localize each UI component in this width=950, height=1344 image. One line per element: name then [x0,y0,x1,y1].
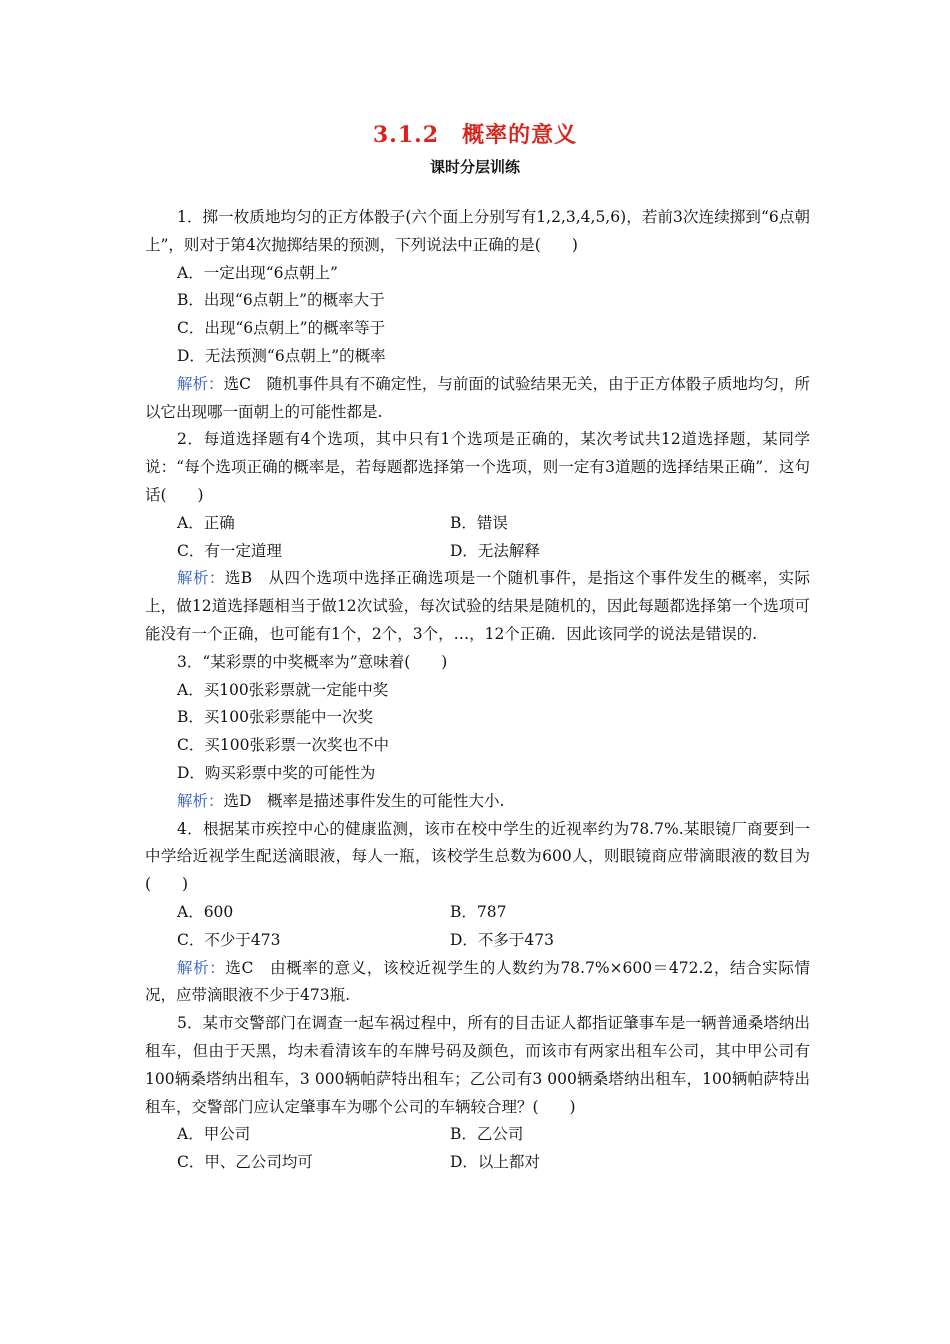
option-b: B．出现“6点朝上”的概率大于 [177,291,385,310]
page-subtitle: 课时分层训练 [429,158,520,176]
option-row [145,538,810,566]
option-a: A．甲公司 [177,1125,251,1144]
option-d: D．以上都对 [450,1153,540,1172]
option-row [145,1121,810,1149]
analysis-label: 解析： [177,569,225,588]
option-row [145,899,810,927]
question-4 [145,816,810,1011]
analysis-label: 解析： [177,374,224,393]
question-stem: 2．每道选择题有4个选项，其中只有1个选项是正确的，某次考试共12道选择题，某同学说：“每个选项正确的概率是，若每题都选择第一个选项，则一定有3道题的选择结果正确”．这句话( ) [145,430,810,504]
option-c: C．甲、乙公司均可 [177,1153,313,1172]
question-stem: 5．某市交警部门在调查一起车祸过程中，所有的目击证人都指证肇事车是一辆普通桑塔纳出租车，但由于天黑，均未看清该车的车牌号码及颜色，而该市有两家出租车公司，其中甲公司有100辆桑塔纳出租车，3 000辆帕萨特出租车；乙公司有3 000辆桑塔纳出租车，100辆帕萨特出租车，交警部门应认定肇事车为哪个公司的车辆较合理？( ) [145,1014,810,1116]
question-stem: 4．根据某市疾控中心的健康监测，该市在校中学生的近视率约为78.7%.某眼镜厂商要到一中学给近视学生配送滴眼液，每人一瓶，该校学生总数为600人，则眼镜商应带滴眼液的数目为( ) [145,819,810,894]
option-d: D．无法预测“6点朝上”的概率 [177,346,386,365]
option-d: D．无法解释 [450,541,540,560]
option-d: D．购买彩票中奖的可能性为 [177,763,376,782]
page-title: 3.1.2 概率的意义 [372,122,578,148]
option-b: B．错误 [450,513,508,532]
question-list [145,204,810,1177]
option-c: C．不少于473 [177,930,281,949]
option-d: D．不多于473 [450,930,555,949]
analysis-text: 选C 由概率的意义，该校近视学生的人数约为78.7%×600＝472.2，结合实际情况，应带滴眼液不少于473瓶. [145,958,810,1005]
analysis-label: 解析： [177,958,226,977]
option-a: A．600 [177,902,234,921]
option-c: C．有一定道理 [177,541,282,560]
analysis [145,565,810,648]
question-5 [145,1010,810,1177]
question-stem: 3．“某彩票的中奖概率为”意味着( ) [177,652,448,671]
option-b: B．787 [450,902,507,921]
option-row [145,927,810,955]
option-c: C．买100张彩票一次奖也不中 [177,736,389,755]
analysis-text: 选C 随机事件具有不确定性，与前面的试验结果无关，由于正方体骰子质地均匀，所以它出现哪一面朝上的可能性都是. [145,374,810,421]
analysis [145,788,810,816]
option-b: B．乙公司 [450,1125,524,1144]
option-row [145,1149,810,1177]
option-a: A．正确 [177,513,235,532]
analysis-text: 选D 概率是描述事件发生的可能性大小. [223,791,505,810]
option-b: B．买100张彩票能中一次奖 [177,708,373,727]
analysis-text: 选B 从四个选项中选择正确选项是一个随机事件，是指这个事件发生的概率，实际上，做12道选择题相当于做12次试验，每次试验的结果是随机的，因此每题都选择第一个选项可能没有一个正确，也可能有1个，2个，3个，…，12个正确．因此该同学的说法是错误的. [145,569,810,643]
question-1 [145,204,810,426]
question-3 [145,649,810,816]
option-c: C．出现“6点朝上”的概率等于 [177,319,386,338]
option-a: A．一定出现“6点朝上” [177,263,338,282]
question-2 [145,426,810,648]
option-a: A．买100张彩票就一定能中奖 [177,680,389,699]
analysis [145,955,810,1011]
analysis-label: 解析： [177,791,224,810]
analysis [145,371,810,427]
option-row [145,510,810,538]
question-stem: 1．掷一枚质地均匀的正方体骰子(六个面上分别写有1,2,3,4,5,6)，若前3次连续掷到“6点朝上”，则对于第4次抛掷结果的预测，下列说法中正确的是( ) [145,208,810,254]
